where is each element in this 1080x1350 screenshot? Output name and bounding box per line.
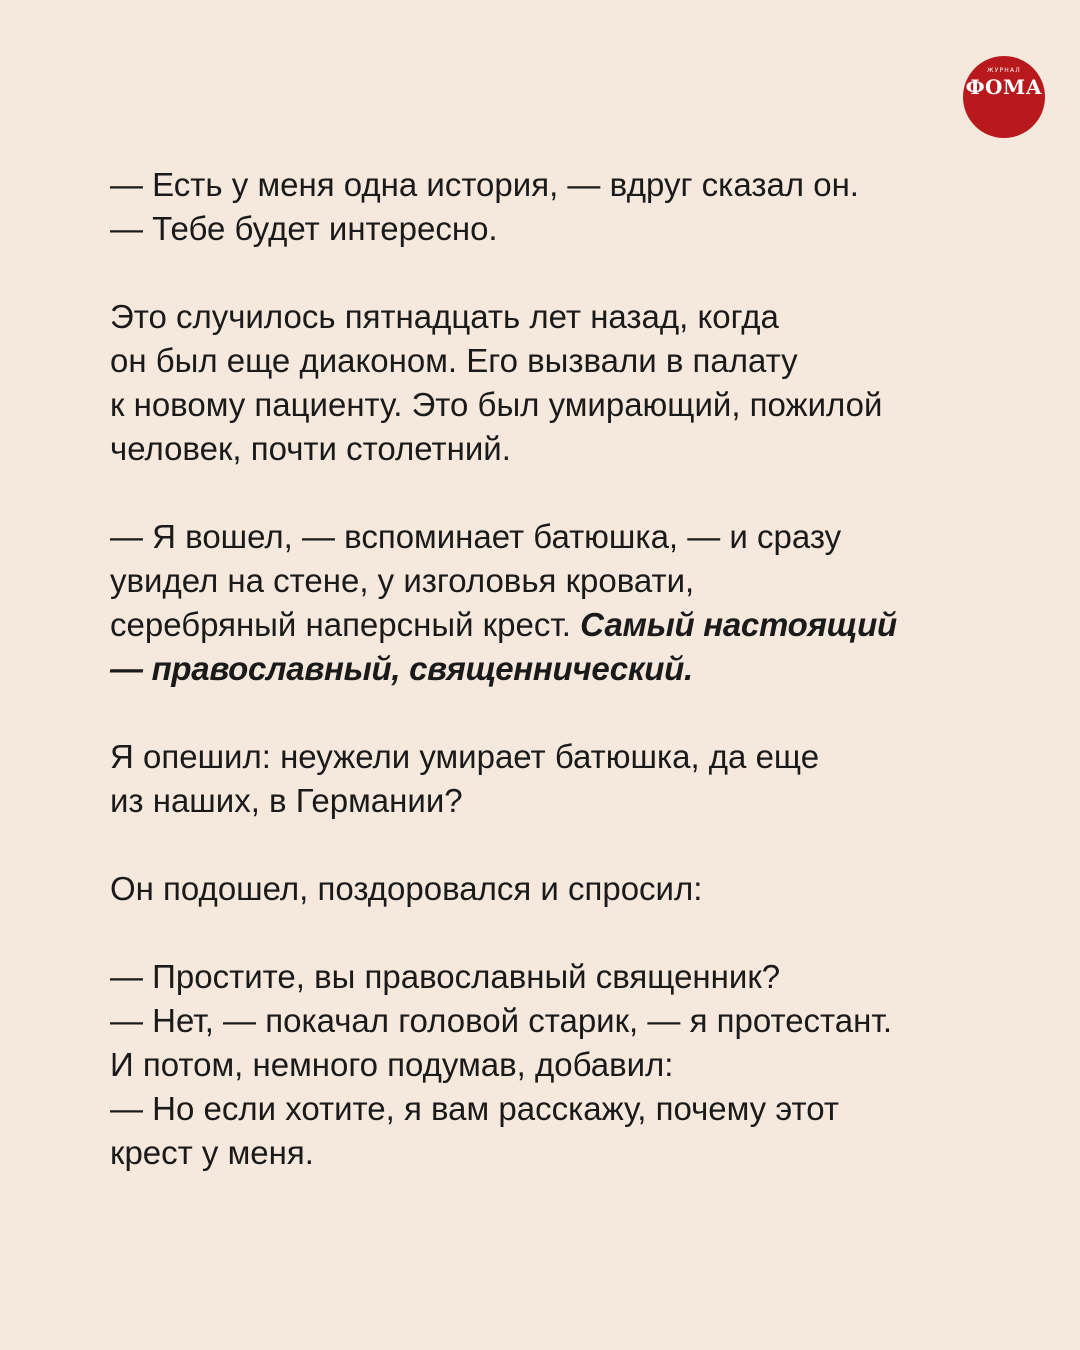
text-line: Я опешил: неужели умирает батюшка, да еще (110, 738, 820, 775)
text-line: крест у меня. (110, 1134, 314, 1171)
text-line: — Но если хотите, я вам расскажу, почему этот (110, 1090, 839, 1127)
text-line: Это случилось пятнадцать лет назад, когда (110, 298, 779, 335)
paragraph-2 (110, 295, 1050, 471)
story-text (110, 163, 1050, 1219)
text-line: — Нет, — покачал головой старик, — я протестант. (110, 1002, 892, 1039)
text-line: — Простите, вы православный священник? (110, 958, 781, 995)
text-line: из наших, в Германии? (110, 782, 463, 819)
text-line: И потом, немного подумав, добавил: (110, 1046, 674, 1083)
emphasis-text: Самый настоящий (580, 606, 897, 643)
logo-main-text: ФОМА (965, 75, 1043, 99)
paragraph-4 (110, 735, 1050, 823)
paragraph-6 (110, 955, 1050, 1175)
plain-text: серебряный наперсный крест. (110, 606, 581, 643)
text-line: — Я вошел, — вспоминает батюшка, — и сразу (110, 518, 842, 555)
text-line: к новому пациенту. Это был умирающий, пожилой (110, 386, 883, 423)
text-line: увидел на стене, у изголовья кровати, (110, 562, 695, 599)
text-line: человек, почти столетний. (110, 430, 511, 467)
paragraph-1 (110, 163, 1050, 251)
text-line: Он подошел, поздоровался и спросил: (110, 870, 703, 907)
text-line-mixed (110, 603, 1050, 647)
emphasis-line: — православный, священнический. (110, 650, 693, 687)
logo-top-text: ЖУРНАЛ (986, 67, 1022, 74)
text-line: он был еще диаконом. Его вызвали в палату (110, 342, 798, 379)
foma-magazine-logo (963, 56, 1045, 138)
text-line: — Есть у меня одна история, — вдруг сказал он. (110, 166, 859, 203)
text-line: — Тебе будет интересно. (110, 210, 498, 247)
paragraph-3 (110, 515, 1050, 691)
paragraph-5 (110, 867, 1050, 911)
